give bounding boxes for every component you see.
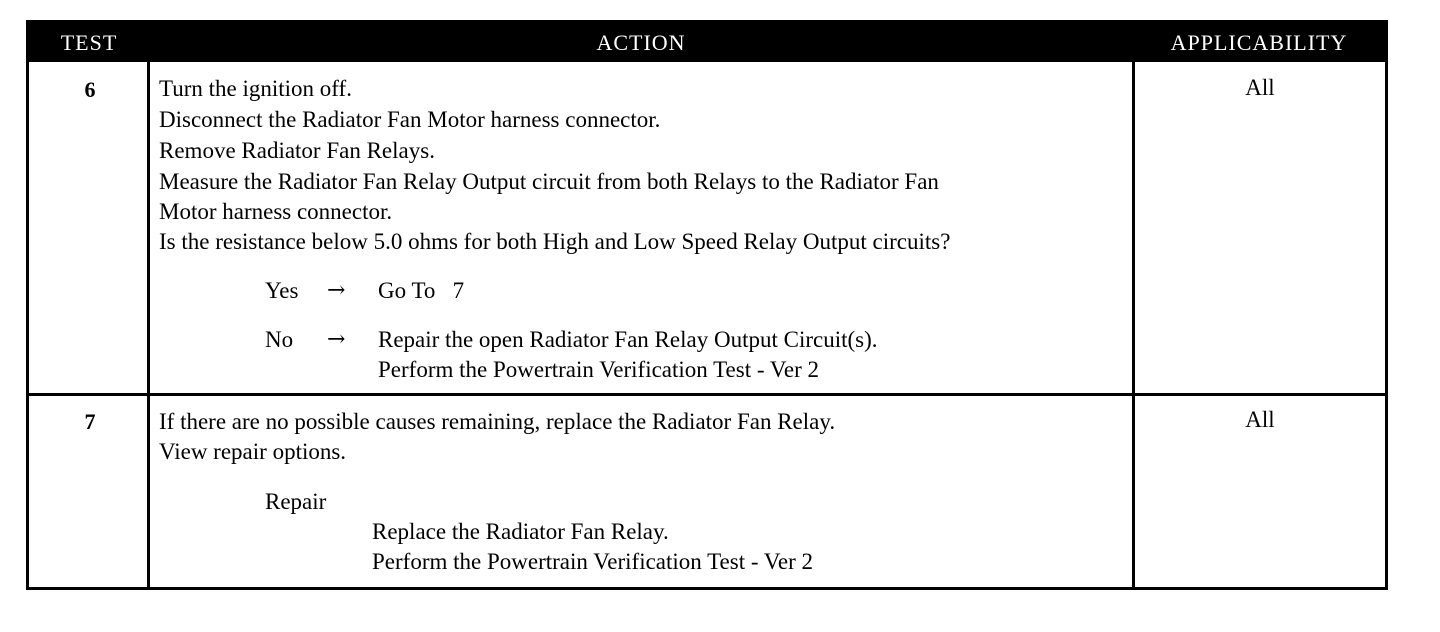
repair-line: Replace the Radiator Fan Relay. [372,519,669,544]
column-divider [1132,62,1135,587]
yes-result: Go To 7 [378,278,465,303]
action-line: Disconnect the Radiator Fan Motor harness connector. [159,107,661,132]
action-line: Remove Radiator Fan Relays. [159,138,435,163]
applicability-value: All [1245,407,1275,432]
repair-label: Repair [265,489,327,514]
repair-line: Perform the Powertrain Verification Test - Ver 2 [372,549,814,574]
action-line: View repair options. [159,439,347,464]
header-test: TEST [60,30,118,55]
no-label: No [265,327,294,352]
header-applicability: APPLICABILITY [1170,30,1348,55]
action-line: If there are no possible causes remaining, replace the Radiator Fan Relay. [159,409,836,434]
column-divider [147,62,150,587]
action-line: Is the resistance below 5.0 ohms for both High and Low Speed Relay Output circuits? [159,229,951,254]
table-header [29,23,1385,62]
test-number: 6 [84,77,96,102]
action-line: Measure the Radiator Fan Relay Output circuit from both Relays to the Radiator Fan [159,169,939,194]
applicability-value: All [1245,75,1275,100]
action-line: Motor harness connector. [159,199,393,224]
row-divider [29,393,1385,396]
right-arrow-icon: → [327,278,346,303]
no-result-line: Repair the open Radiator Fan Relay Output Circuit(s). [378,327,878,352]
right-arrow-icon: → [327,327,346,352]
diagnostic-table [26,20,1388,590]
no-result-line: Perform the Powertrain Verification Test - Ver 2 [378,357,820,382]
test-number: 7 [84,409,96,434]
header-action: ACTION [596,30,686,55]
action-line: Turn the ignition off. [159,76,352,101]
yes-label: Yes [265,278,299,303]
